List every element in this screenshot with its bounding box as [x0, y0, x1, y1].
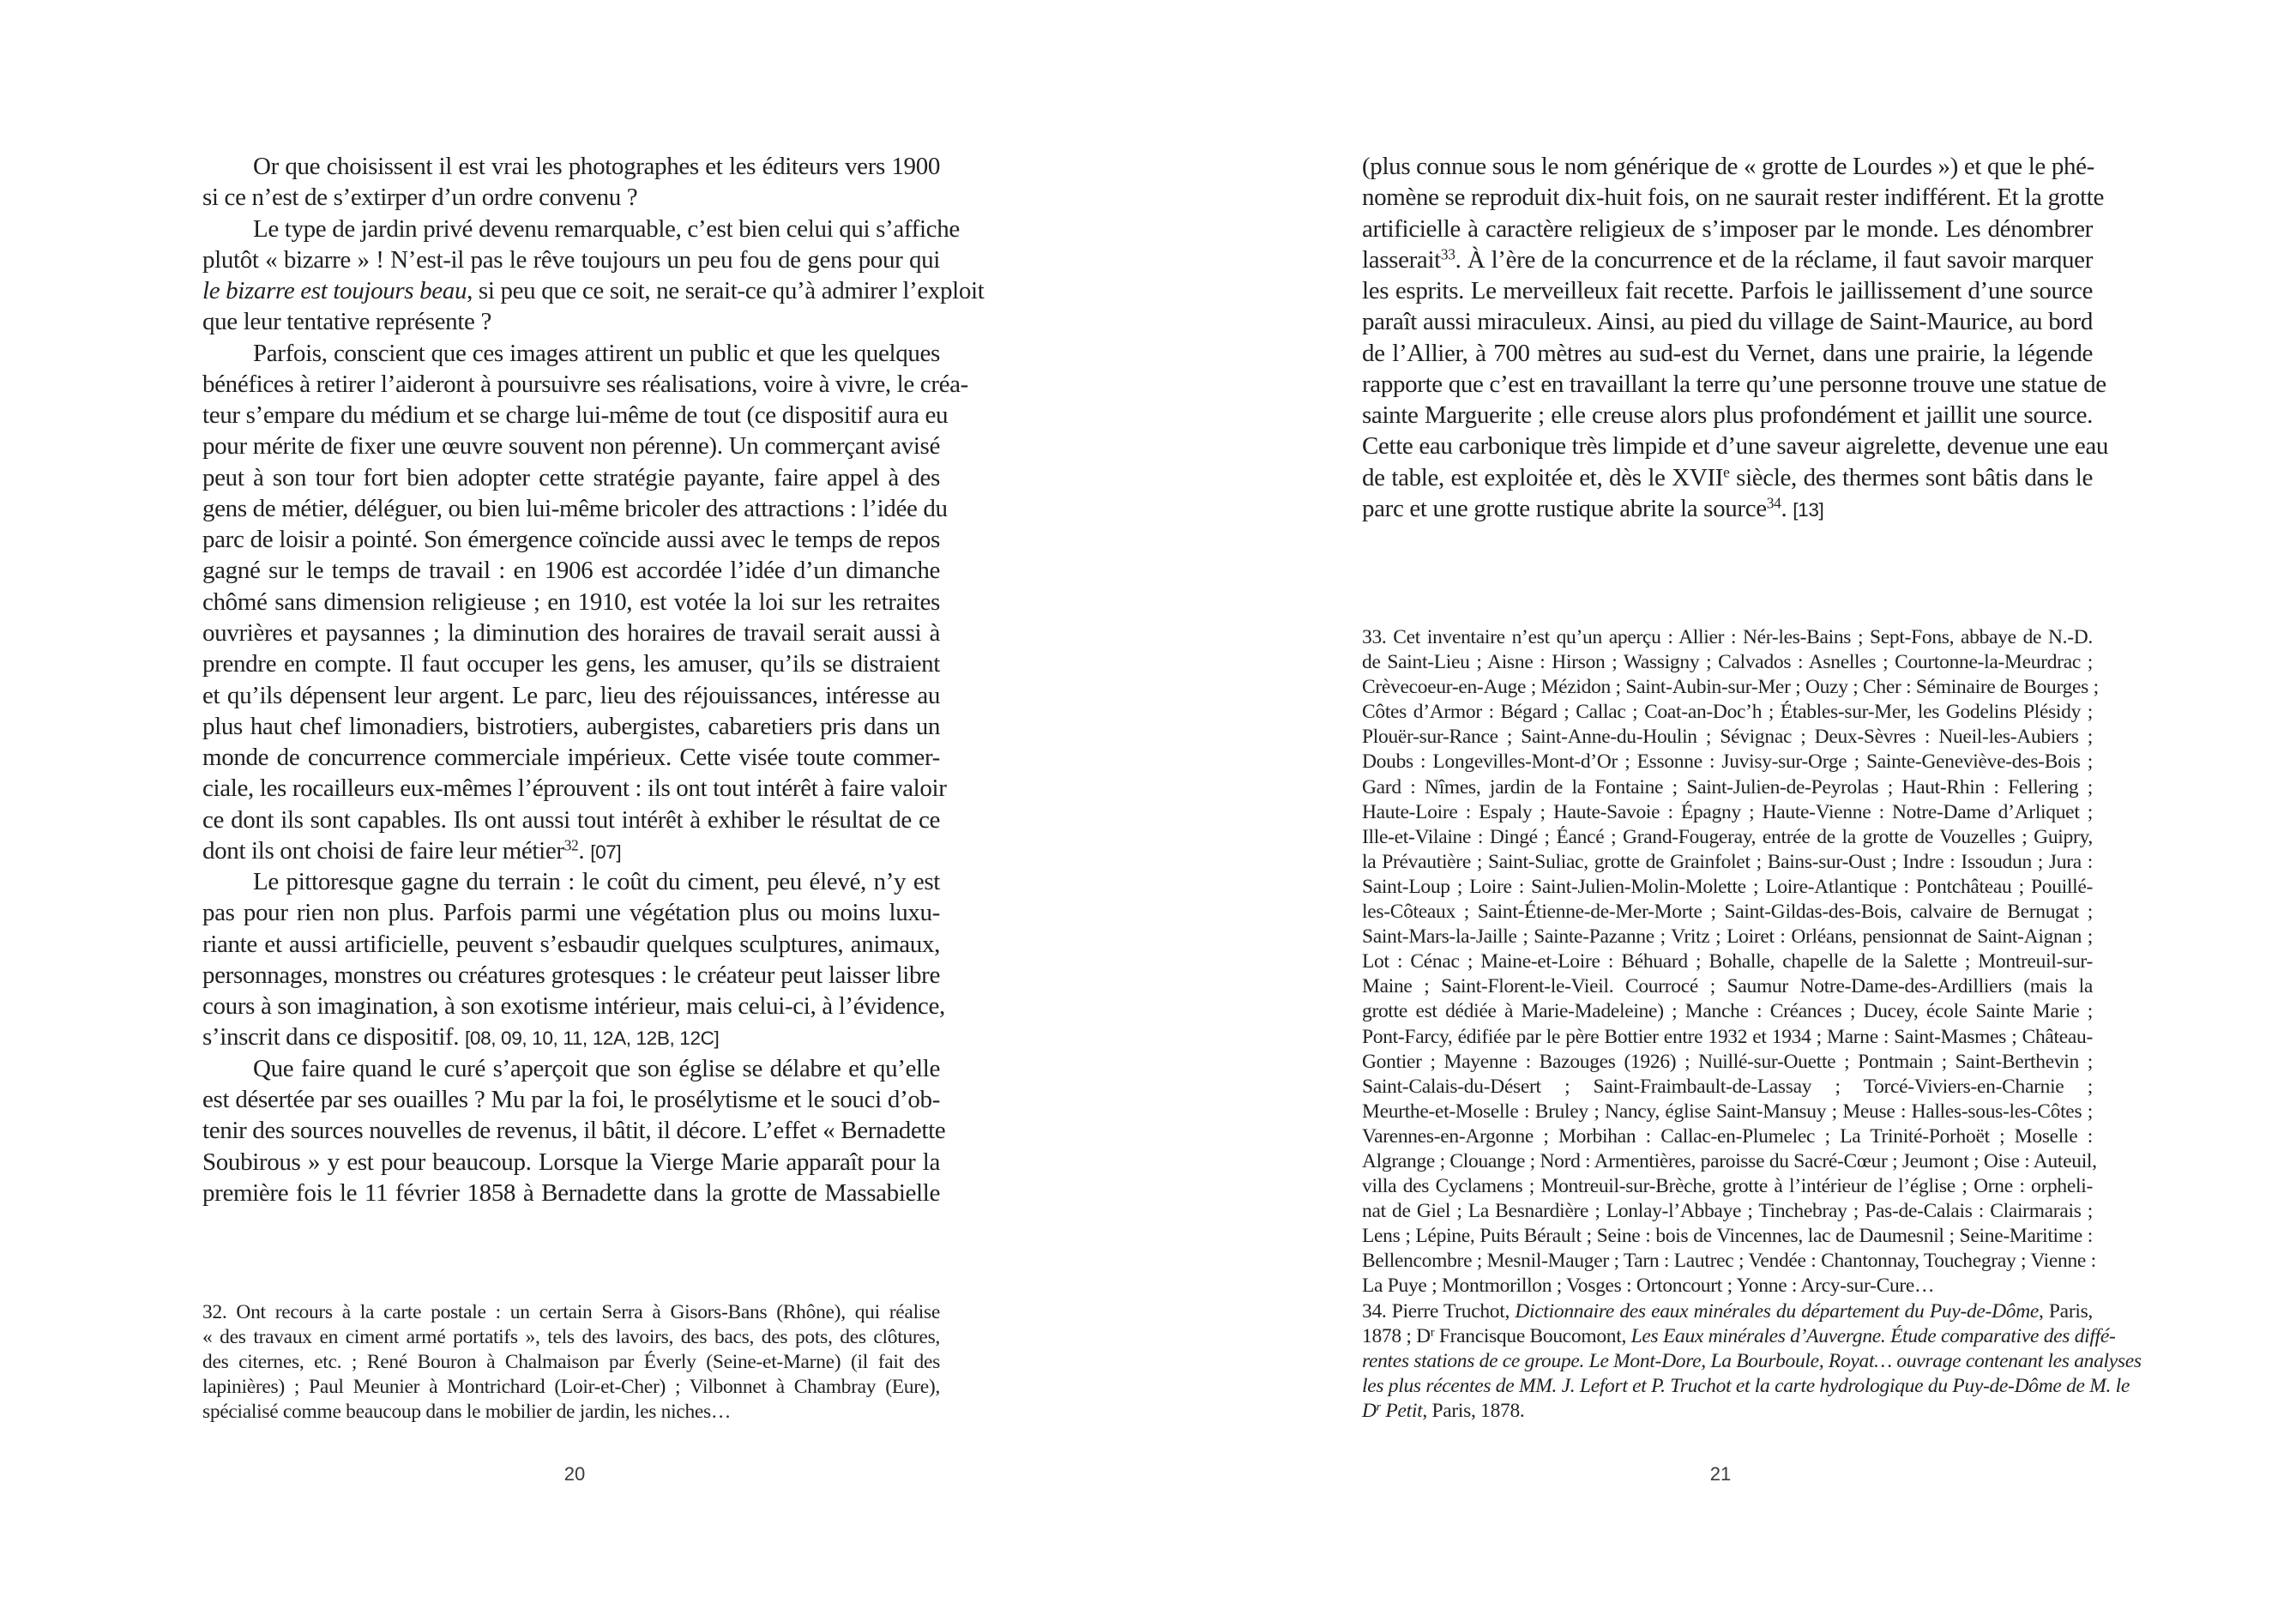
footnote-line: [1362, 650, 2093, 675]
text-run: si ce n’est de s’extirper d’un ordre convenu ?: [202, 184, 638, 212]
superscript: r: [1376, 1400, 1381, 1414]
footnote-line: [1362, 700, 2093, 725]
text-run: Gontier ; Mayenne : Bazouges (1926) ; Nuillé-sur-Ouette ; Pontmain ; Saint-Berthevin ;: [1362, 1050, 2093, 1073]
footnote-ref: 33: [1440, 245, 1455, 263]
text-run: parc de loisir a pointé. Son émergence coïncide aussi avec le temps de repos: [202, 526, 940, 554]
text-line: [202, 244, 940, 275]
text-run: plutôt « bizarre » ! N’est-il pas le rêve toujours un peu fou de gens pour qui: [202, 245, 940, 274]
text-run: Algrange ; Clouange ; Nord : Armentières, paroisse du Sacré-Cœur ; Jeumont ; Oise : Auteuil,: [1362, 1149, 2097, 1172]
text-run: les esprits. Le merveilleux fait recette. Parfois le jaillissement d’une source: [1362, 277, 2093, 305]
text-run: siècle, des thermes sont bâtis dans le: [1729, 463, 2093, 491]
text-run: parc et une grotte rustique abrite la source: [1362, 494, 1767, 522]
figure-reference: [08, 09, 10, 11, 12A, 12B, 12C]: [465, 1027, 720, 1050]
footnote-line: [1362, 1025, 2093, 1050]
text-run: ciale, les rocailleurs eux-mêmes l’éprouvent : ils ont tout intérêt à faire valoir: [202, 774, 947, 803]
text-run: Or que choisissent il est vrai les photographes et les éditeurs vers 1900: [253, 153, 940, 180]
text-run: Plouër-sur-Rance ; Saint-Anne-du-Houlin ; Sévignac ; Deux-Sèvres : Nueil-les-Aubiers ;: [1362, 726, 2093, 749]
text-run: ouvrières et paysannes ; la diminution des horaires de travail serait aussi à: [202, 618, 940, 647]
text-run: teur s’empare du médium et se charge lui-même de tout (ce dispositif aura eu: [202, 401, 949, 430]
text-run: monde de concurrence commerciale impérieux. Cette visée toute commer-: [202, 744, 940, 772]
text-line: [202, 680, 940, 711]
page-right: [1148, 0, 2296, 1621]
text-run: lapinières) ; Paul Meunier à Montrichard (Loir-et-Cher) ; Vilbonnet à Chambray (Eure),: [202, 1376, 940, 1399]
text-run: Saint-Loup ; Loire : Saint-Julien-Molin-Molette ; Loire-Atlantique : Pontchâteau ; Pouillé-: [1362, 875, 2093, 898]
footnote-line: [1362, 1324, 2116, 1349]
footnote-line: [202, 1300, 940, 1325]
text-line: [202, 773, 947, 804]
text-run: plus haut chef limonadiers, bistrotiers, aubergistes, cabaretiers pris dans un: [202, 712, 940, 740]
text-line: [202, 214, 960, 244]
footnote-line: [1362, 1374, 2130, 1399]
text-run: s’inscrit dans ce dispositif.: [202, 1023, 466, 1052]
text-run: Cette eau carbonique très limpide et d’une saveur aigrelette, devenue une eau: [1362, 432, 2109, 461]
page-number: 21: [1709, 1463, 1732, 1485]
footnote-line: [1362, 1075, 2093, 1100]
text-line: [1362, 275, 2093, 306]
text-run: Crèvecoeur-en-Auge ; Mézidon ; Saint-Aubin-sur-Mer ; Ouzy ; Cher : Séminaire de Bourges ;: [1362, 676, 2099, 699]
footnote-line: [202, 1400, 940, 1425]
text-run: , Paris,: [2039, 1299, 2093, 1323]
text-run: pas pour rien non plus. Parfois parmi une végétation plus ou moins luxu-: [202, 899, 940, 927]
italic-text: Dictionnaire des eaux minérales du département du Puy-de-Dôme: [1515, 1299, 2040, 1323]
text-line: [202, 369, 968, 400]
footnote-ref: 32: [563, 836, 579, 854]
footnotes-column: [202, 1300, 940, 1425]
text-run: .: [578, 836, 591, 865]
text-run: de l’Allier, à 700 mètres au sud-est du Vernet, dans une prairie, la légende: [1362, 339, 2093, 367]
footnote-line: [1362, 1249, 2096, 1274]
text-run: rapporte que c’est en travaillant la terre qu’une personne trouve une statue de: [1362, 370, 2106, 398]
text-line: [202, 1115, 946, 1146]
text-run: est désertée par ses ouailles ? Mu par la foi, le prosélytisme et le souci d’ob-: [202, 1085, 940, 1113]
text-run: Soubirous » y est pour beaucoup. Lorsque la Vierge Marie apparaît pour la: [202, 1148, 940, 1176]
text-line: [1362, 431, 2109, 461]
footnote-line: [1362, 1224, 2093, 1249]
text-line: [202, 1084, 940, 1115]
text-run: ce dont ils sont capables. Ils ont aussi tout intérêt à exhiber le résultat de ce: [202, 805, 940, 834]
footnote-line: [202, 1375, 940, 1400]
text-line: [1362, 244, 2093, 275]
text-line: [202, 897, 940, 928]
footnote-line: [1362, 625, 2093, 650]
text-run: grotte est dédiée à Marie-Madeleine) ; Manche : Créances ; Ducey, école Sainte Marie ;: [1362, 1000, 2093, 1023]
text-line: [202, 835, 940, 866]
text-line: [202, 1147, 940, 1178]
text-run: Parfois, conscient que ces images attirent un public et que les quelques: [253, 339, 940, 367]
text-run: personnages, monstres ou créatures grotesques : le créateur peut laisser libre: [202, 961, 940, 989]
text-line: [1362, 214, 2093, 244]
italic-text: Petit: [1380, 1399, 1423, 1422]
text-line: [202, 1021, 940, 1052]
text-run: première fois le 11 février 1858 à Bernadette dans la grotte de Massabielle: [202, 1178, 940, 1207]
text-run: que leur tentative représente ?: [202, 308, 491, 336]
text-line: [1362, 182, 2105, 213]
text-run: peut à son tour fort bien adopter cette stratégie payante, faire appel à des: [202, 463, 940, 491]
footnote-line: [1362, 974, 2093, 999]
footnote-ref: r: [1430, 1324, 1435, 1339]
text-run: Maine ; Saint-Florent-le-Vieil. Courrocé ; Saumur Notre-Dame-des-Ardilliers (mais la: [1362, 975, 2093, 998]
text-line: [202, 151, 940, 182]
text-line: [202, 400, 949, 431]
text-line: [202, 555, 940, 586]
footnote-line: [1362, 750, 2093, 774]
text-run: bénéfices à retirer l’aideront à poursuivre ses réalisations, voire à vivre, le créa-: [202, 370, 968, 398]
text-run: Lot : Cénac ; Maine-et-Loire : Béhuard ; Bohalle, chapelle de la Salette ; Montreuil-sur-: [1362, 950, 2093, 973]
footnote-line: [1362, 999, 2093, 1024]
footnote-line: [1362, 1274, 2093, 1299]
footnote-line: [1362, 1199, 2093, 1224]
footnote-line: [1362, 775, 2093, 800]
text-line: [202, 338, 940, 369]
footnote-line: [1362, 1299, 2093, 1324]
text-line: [1362, 493, 2093, 524]
text-line: [202, 929, 940, 960]
italic-text: les plus récentes de MM. J. Lefort et P. Truchot et la carte hydrologique du Puy-de-Dôme de M. le: [1362, 1374, 2130, 1397]
footnote-line: [1362, 925, 2093, 949]
text-line: [202, 804, 940, 835]
footnote-line: [1362, 1349, 2142, 1374]
text-line: [202, 742, 940, 773]
footnote-line: [1362, 1174, 2093, 1199]
text-run: Varennes-en-Argonne ; Morbihan : Callac-en-Plumelec ; La Trinité-Porhoët ; Moselle :: [1362, 1124, 2093, 1148]
footnote-line: [1362, 1124, 2093, 1149]
text-line: [202, 306, 940, 337]
footnote-ref: 34: [1766, 494, 1781, 512]
text-line: [1362, 151, 2093, 182]
figure-reference: [13]: [1793, 498, 1824, 521]
text-run: artificielle à caractère religieux de s’imposer par le monde. Les dénombrer: [1362, 214, 2093, 243]
italic-text: le bizarre est toujours beau: [202, 277, 467, 305]
text-line: [1362, 369, 2106, 400]
text-run: (plus connue sous le nom générique de « grotte de Lourdes ») et que le phé-: [1362, 153, 2094, 180]
text-line: [1362, 400, 2093, 431]
text-run: Saint-Calais-du-Désert ; Saint-Fraimbault-de-Lassay ; Torcé-Viviers-en-Charnie ;: [1362, 1075, 2093, 1098]
footnote-line: [202, 1325, 940, 1350]
text-line: [202, 711, 940, 742]
footnote-line: [1362, 800, 2093, 825]
text-run: spécialisé comme beaucoup dans le mobilier de jardin, les niches…: [202, 1401, 732, 1424]
text-run: villa des Cyclamens ; Montreuil-sur-Brèche, grotte à l’intérieur de l’église ; Orne : orpheli-: [1362, 1175, 2093, 1198]
text-run: tenir des sources nouvelles de revenus, il bâtit, il décore. L’effet « Bernadette: [202, 1117, 946, 1145]
text-line: [1362, 462, 2093, 493]
footnote-line: [1362, 850, 2093, 875]
italic-text: Les Eaux minérales d’Auvergne. Étude comparative des diffé-: [1630, 1324, 2116, 1347]
italic-text: rentes stations de ce groupe. Le Mont-Dore, La Bourboule, Royat… ouvrage contenant les analyses: [1362, 1349, 2142, 1372]
text-run: les-Côteaux ; Saint-Étienne-de-Mer-Morte ; Saint-Gildas-des-Bois, calvaire de Bernugat ;: [1362, 901, 2093, 924]
text-run: , Paris, 1878.: [1422, 1399, 1525, 1422]
text-run: Gard : Nîmes, jardin de la Fontaine ; Saint-Julien-de-Peyrolas ; Haut-Rhin : Fellering ;: [1362, 775, 2093, 798]
page-number: 20: [563, 1463, 586, 1485]
footnote-line: [1362, 900, 2093, 925]
figure-reference: [07]: [590, 841, 622, 863]
text-run: Bellencombre ; Mesnil-Mauger ; Tarn : Lautrec ; Vendée : Chantonnay, Touchegray ; Vienne :: [1362, 1250, 2096, 1273]
text-run: de Saint-Lieu ; Aisne : Hirson ; Wassigny ; Calvados : Asnelles ; Courtonne-la-Meurdrac ;: [1362, 651, 2093, 674]
footnote-line: [1362, 1050, 2093, 1075]
text-line: [202, 493, 948, 524]
text-run: chômé sans dimension religieuse ; en 1910, est votée la loi sur les retraites: [202, 588, 940, 616]
text-run: dont ils ont choisi de faire leur métier: [202, 836, 564, 865]
text-line: [202, 275, 985, 306]
text-line: [202, 866, 940, 897]
text-run: Doubs : Longevilles-Mont-d’Or ; Essonne : Juvisy-sur-Orge ; Sainte-Geneviève-des-Bois ;: [1362, 750, 2093, 774]
text-line: [202, 431, 940, 461]
text-run: nomène se reproduit dix-huit fois, on ne saurait rester indifférent. Et la grotte: [1362, 184, 2105, 212]
text-run: riante et aussi artificielle, peuvent s’esbaudir quelques sculptures, animaux,: [202, 930, 940, 958]
text-line: [202, 462, 940, 493]
text-line: [202, 524, 940, 555]
text-run: de table, est exploitée et, dès le XVII: [1362, 463, 1724, 491]
text-run: et qu’ils dépensent leur argent. Le parc, lieu des réjouissances, intéresse au: [202, 681, 940, 709]
text-line: [1362, 338, 2093, 369]
text-run: , si peu que ce soit, ne serait-ce qu’à admirer l’exploit: [467, 277, 985, 305]
text-run: La Puye ; Montmorillon ; Vosges : Ortoncourt ; Yonne : Arcy-sur-Cure…: [1362, 1275, 1935, 1298]
text-line: [202, 182, 940, 213]
footnote-line: [1362, 1399, 2093, 1424]
text-run: Pont-Farcy, édifiée par le père Bottier entre 1932 et 1934 ; Marne : Saint-Masmes ; Château-: [1362, 1025, 2093, 1048]
text-run: . À l’ère de la concurrence et de la réclame, il faut savoir marquer: [1455, 245, 2093, 274]
text-run: gens de métier, déléguer, ou bien lui-même bricoler des attractions : l’idée du: [202, 494, 948, 522]
text-run: Haute-Loire : Espaly ; Haute-Savoie : Épagny ; Haute-Vienne : Notre-Dame d’Arliquet ;: [1362, 800, 2093, 823]
text-run: Francisque Boucomont,: [1434, 1324, 1631, 1347]
footnote-line: [202, 1350, 940, 1375]
footnote-ref: e: [1723, 463, 1730, 481]
text-run: Le pittoresque gagne du terrain : le coût du ciment, peu élevé, n’y est: [253, 868, 940, 896]
footnote-line: [1362, 875, 2093, 900]
text-run: Saint-Mars-la-Jaille ; Sainte-Pazanne ; Vritz ; Loiret : Orléans, pensionnat de Saint-Aignan ;: [1362, 925, 2093, 949]
text-run: nat de Giel ; La Besnardière ; Lonlay-l’Abbaye ; Tinchebray ; Pas-de-Calais : Clairmarais ;: [1362, 1200, 2093, 1223]
footnotes-column: [1362, 625, 2142, 1424]
text-run: Meurthe-et-Moselle : Bruley ; Nancy, église Saint-Mansuy ; Meuse : Halles-sous-les-Côtes ;: [1362, 1100, 2093, 1123]
footnote-line: [1362, 1100, 2093, 1124]
text-run: Que faire quand le curé s’aperçoit que son église se délabre et qu’elle: [253, 1054, 940, 1082]
text-run: la Prévautière ; Saint-Suliac, grotte de Grainfolet ; Bains-sur-Oust ; Indre : Issoudun ; Jura :: [1362, 850, 2093, 873]
footnote-line: [1362, 725, 2093, 750]
text-run: Ille-et-Vilaine : Dingé ; Éancé ; Grand-Fougeray, entrée de la grotte de Vouzelles ; Guipry,: [1362, 825, 2093, 848]
text-run: « des travaux en ciment armé portatifs », tels des lavoirs, des bacs, des pots, des clôtures,: [202, 1326, 940, 1349]
text-run: cours à son imagination, à son exotisme intérieur, mais celui-ci, à l’évidence,: [202, 992, 945, 1021]
text-run: des citernes, etc. ; René Bouron à Chalmaison par Éverly (Seine-et-Marne) (il fait des: [202, 1351, 940, 1374]
text-line: [1362, 306, 2093, 337]
footnote-line: [1362, 1149, 2097, 1174]
text-run: Côtes d’Armor : Bégard ; Callac ; Coat-an-Doc’h ; Étables-sur-Mer, les Godelins Plésidy ;: [1362, 701, 2093, 724]
text-run: prendre en compte. Il faut occuper les gens, les amuser, qu’ils se distraient: [202, 650, 940, 678]
text-run: gagné sur le temps de travail : en 1906 est accordée l’idée d’un dimanche: [202, 557, 940, 585]
text-line: [202, 587, 940, 618]
footnote-line: [1362, 949, 2093, 974]
footnote-line: [1362, 675, 2099, 700]
text-run: paraît aussi miraculeux. Ainsi, au pied du village de Saint-Maurice, au bord: [1362, 308, 2093, 336]
text-run: 1878 ; D: [1362, 1324, 1431, 1347]
main-text-column: [1362, 151, 2109, 524]
text-run: Lens ; Lépine, Puits Bérault ; Seine : bois de Vincennes, lac de Daumesnil ; Seine-Maritime :: [1362, 1225, 2093, 1248]
italic-text: D: [1362, 1399, 1377, 1422]
text-line: [202, 618, 940, 648]
text-line: [202, 1178, 940, 1208]
main-text-column: [202, 151, 985, 1208]
text-line: [202, 960, 940, 991]
text-run: Le type de jardin privé devenu remarquable, c’est bien celui qui s’affiche: [253, 214, 960, 243]
text-run: pour mérite de fixer une œuvre souvent non pérenne). Un commerçant avisé: [202, 432, 940, 461]
text-run: 34. Pierre Truchot,: [1362, 1299, 1516, 1323]
text-run: 32. Ont recours à la carte postale : un certain Serra à Gisors-Bans (Rhône), qui réalise: [202, 1301, 940, 1323]
text-run: lasserait: [1362, 245, 1441, 274]
text-line: [202, 648, 940, 679]
text-line: [202, 991, 945, 1021]
text-run: .: [1781, 494, 1793, 522]
footnote-line: [1362, 825, 2093, 850]
text-run: sainte Marguerite ; elle creuse alors plus profondément et jaillit une source.: [1362, 401, 2093, 430]
text-run: 33. Cet inventaire n’est qu’un aperçu : Allier : Nér-les-Bains ; Sept-Fons, abbaye de N.-D.: [1362, 626, 2093, 648]
text-line: [202, 1053, 940, 1084]
